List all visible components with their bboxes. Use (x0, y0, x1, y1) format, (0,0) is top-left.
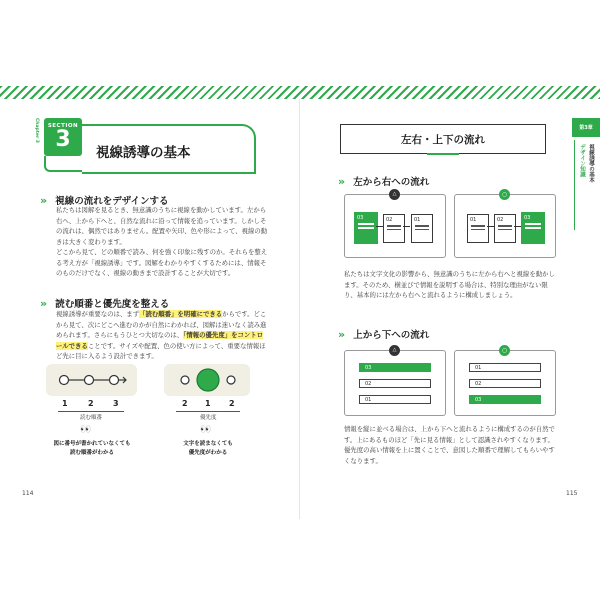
side-tab (572, 118, 600, 230)
priority-number: 2 (229, 399, 235, 408)
content-box: 03 (521, 212, 545, 244)
chapter-tag: Chapter 3 (34, 118, 39, 143)
circle-icon: ○ (499, 189, 510, 200)
paragraph: 私たちは図解を見るとき、無意識のうちに視線を動かしています。左から右へ、上から下へと、自然な流れに沿って情報を追っています。しかしその流れは、偶然ではありません。配置や矢印、色や形によって、視線の動きは大きく変わります。 (56, 206, 268, 246)
content-box: 02 (383, 214, 405, 243)
lr-example-bad (344, 191, 446, 258)
subheading-2: » 読む順番と優先度を整える (40, 297, 170, 310)
list-bar: 02 (469, 379, 541, 388)
triangle-icon: △ (389, 189, 400, 200)
content-box: 02 (494, 214, 516, 243)
page-title: 視線誘導の基本 (96, 145, 191, 161)
list-bar: 03 (469, 395, 541, 404)
subheading-4: » 上から下への流れ (338, 328, 430, 341)
decorative-stripe (0, 86, 600, 99)
chevron-right-icon: » (338, 328, 343, 341)
circles-arrows-diagram (46, 364, 137, 396)
eyes-icon: 👀 (80, 425, 92, 435)
title-frame (44, 156, 82, 172)
chevron-right-icon: » (338, 175, 343, 188)
subheading-1: » 視線の流れをデザインする (40, 194, 169, 207)
figure-caption: 図に番号が書かれていなくても 読む順番がわかる (53, 441, 131, 456)
order-number: 1 (62, 399, 68, 408)
section-label: SECTION (47, 123, 79, 129)
figure-priority (164, 364, 250, 396)
figure-label: 優先度 (200, 415, 217, 421)
chevron-right-icon: » (40, 297, 45, 310)
figure-reading-order (46, 364, 137, 396)
title-box (82, 124, 256, 174)
side-tab-section: デザイン知識 (579, 144, 585, 177)
page-number: 115 (566, 490, 578, 497)
list-bar: 01 (469, 363, 541, 372)
subheading-3: » 左から右への流れ (338, 175, 430, 188)
eyes-icon: 👀 (200, 425, 212, 435)
content-box: 01 (467, 214, 489, 243)
highlight: 「読む順番」を明確にできる (139, 310, 223, 318)
divider (176, 411, 240, 412)
figure-caption: 文字を読まなくても 優先度がわかる (183, 441, 233, 456)
priority-number: 2 (182, 399, 188, 408)
order-number: 3 (113, 399, 119, 408)
lr-example-good (454, 191, 556, 258)
tb-example-bad (344, 347, 446, 416)
paragraph: 視線誘導が重要なのは、まず「読む順番」を明確にできるからです。どこから見て、次にどこへ進むのかが自然にわかれば、図解は迷いなく読み進められます。さらにもうひとつ大切なのは、「情報の優先度」をコントロールできることです。サイズや配置、色の使い方によって、重要な情報ほど先に目に入るよう設計できます。 (56, 310, 267, 361)
section-title: 左右・上下の流れ (401, 134, 485, 146)
divider (58, 411, 124, 412)
priority-circles-diagram (164, 364, 250, 396)
order-number: 2 (88, 399, 94, 408)
chevron-right-icon: » (40, 194, 45, 207)
content-box: 03 (354, 212, 378, 244)
section-number: 3 (55, 127, 71, 152)
list-bar: 01 (359, 395, 431, 404)
section-title-box (340, 124, 546, 154)
page-number: 114 (22, 490, 34, 497)
circle-icon: ○ (499, 345, 510, 356)
triangle-icon: △ (389, 345, 400, 356)
paragraph: 情報を縦に並べる場合は、上から下へと流れるように構成するのが自然です。上にあるものほど「先に見る情報」として認識されやすくなります。優先度の高い情報を上に置くことで、意図した順番で理解してもらいやすくなります。 (344, 425, 555, 465)
side-tab-chapter: 第3章 (572, 118, 600, 137)
paragraph: 私たちは文字文化の影響から、無意識のうちに左から右へと視線を動かします。そのため、横並びで情報を説明する場合は、特別な理由がない限り、基本的には左から右へと流れるように構成しましょう。 (344, 270, 555, 300)
paragraph: どこから見て、どの順番で読み、何を強く印象に残すのか。それらを整える考え方が「視線誘導」です。図解をわかりやすくするためには、情報そのものだけでなく、視線の動きまで設計することが大切です。 (56, 248, 268, 278)
highlight: 「情報の優先度」をコントロールできる (56, 331, 264, 350)
list-bar: 02 (359, 379, 431, 388)
tb-example-good (454, 347, 556, 416)
side-tab-topic: 視線誘導の基本 (588, 144, 594, 183)
title-accent (427, 153, 459, 156)
page-gutter (299, 99, 300, 519)
figure-label: 読む順番 (80, 415, 103, 421)
list-bar: 03 (359, 363, 431, 372)
priority-number: 1 (205, 399, 211, 408)
content-box: 01 (411, 214, 433, 243)
section-badge (44, 118, 82, 156)
